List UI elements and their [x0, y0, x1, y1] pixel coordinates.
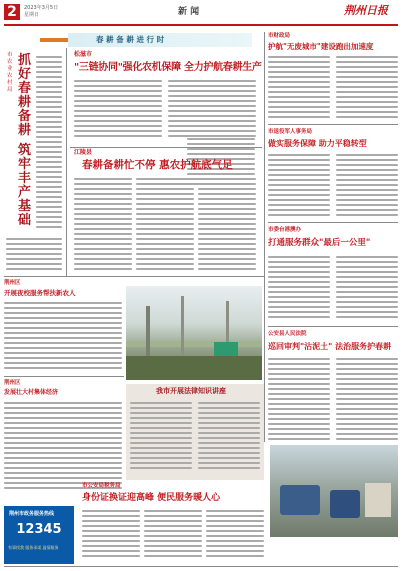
- left-mid-headline: 开展夜校服务帮扶新农人: [4, 289, 76, 297]
- lead-sidebar-label: 市农业农村局: [7, 52, 13, 93]
- bottom-headline: 身份证换证迎高峰 便民服务暖人心: [82, 493, 221, 503]
- lead-char: 筑: [18, 143, 32, 158]
- left-low-kicker: 荆州区: [4, 380, 21, 386]
- lead-char: 备: [18, 109, 32, 124]
- banner-title: 春 耕 备 耕 进 行 时: [96, 35, 165, 44]
- center-column-text: [195, 48, 258, 148]
- left-low-headline: 发展壮大村集体经济: [4, 389, 59, 396]
- story-1-headline: "三链协同"强化农机保障 全力护航春耕生产: [74, 62, 262, 73]
- lead-headline-col2: [18, 144, 32, 228]
- issue-weekday: 星期日: [24, 12, 40, 18]
- right-top-headline: 护航"无废城市"建设跑出加速度: [268, 42, 374, 51]
- bottom-kicker: 市公安局税务局: [82, 483, 121, 489]
- center-low-headline: 我市开展法律知识讲座: [156, 387, 226, 395]
- right-mid-headline: 做实服务保障 助力平稳转型: [268, 139, 367, 148]
- lead-char: 产: [18, 185, 32, 200]
- lead-char: 基: [18, 199, 32, 214]
- right-bottom-photo: [270, 445, 398, 537]
- right-bottom-headline: 巡回审判"沾泥土" 法治服务护春耕: [268, 342, 392, 351]
- bottom-story: [78, 482, 266, 566]
- section-rule: [70, 147, 262, 148]
- hotline-title: 荆州市政务服务热线: [9, 511, 55, 517]
- lead-char: 耕: [18, 95, 32, 110]
- header-rule: [4, 24, 398, 26]
- left-low-story: [4, 378, 124, 498]
- masthead: 荆州日报: [344, 4, 388, 17]
- page-header: [0, 0, 402, 26]
- story-1-kicker: 松滋市: [74, 51, 93, 58]
- left-mid-story: [4, 278, 124, 374]
- lead-char: 牢: [18, 157, 32, 172]
- lead-char: 好: [18, 67, 32, 82]
- center-photo: [126, 286, 262, 380]
- banner-accent: [40, 38, 70, 42]
- right-mid-story: [268, 126, 400, 222]
- issue-date: 2023年3月5日: [24, 5, 59, 11]
- right-low-kicker: 市委台港澳办: [268, 227, 302, 233]
- right-low-headline: 打通服务群众"最后一公里": [268, 238, 371, 248]
- center-low-story: [126, 384, 264, 480]
- lead-char: 耕: [18, 123, 32, 138]
- hotline-number: 12345: [16, 522, 62, 537]
- right-mid-kicker: 市退役军人事务局: [268, 129, 313, 135]
- right-top-kicker: 市财政局: [268, 33, 291, 39]
- column-rule: [66, 48, 67, 276]
- hotline-ad: [4, 506, 74, 564]
- story-jiangling: [70, 148, 260, 278]
- lead-char: 丰: [18, 171, 32, 186]
- section-title: 新 闻: [178, 7, 200, 17]
- column-rule: [264, 32, 265, 442]
- hotline-slogan: 有事找我 服务承诺 温情服务: [8, 545, 59, 550]
- left-mid-kicker: 荆州区: [4, 280, 21, 286]
- page-number: 2: [4, 4, 20, 20]
- lead-story: [4, 48, 66, 274]
- lead-char: 抓: [18, 53, 32, 68]
- lead-char: 春: [18, 81, 32, 96]
- story-2-kicker: 江陵县: [74, 149, 93, 156]
- footer-rule: [4, 566, 398, 567]
- topic-banner: [68, 33, 252, 47]
- right-top-story: [268, 32, 400, 122]
- right-bottom-kicker: 公安县人民法院: [268, 331, 307, 337]
- right-low-story: [268, 224, 400, 324]
- lead-headline-col1: [18, 54, 32, 138]
- story-2-headline: 春耕备耕忙不停 惠农护航底气足: [82, 159, 233, 171]
- lead-char: 础: [18, 213, 32, 228]
